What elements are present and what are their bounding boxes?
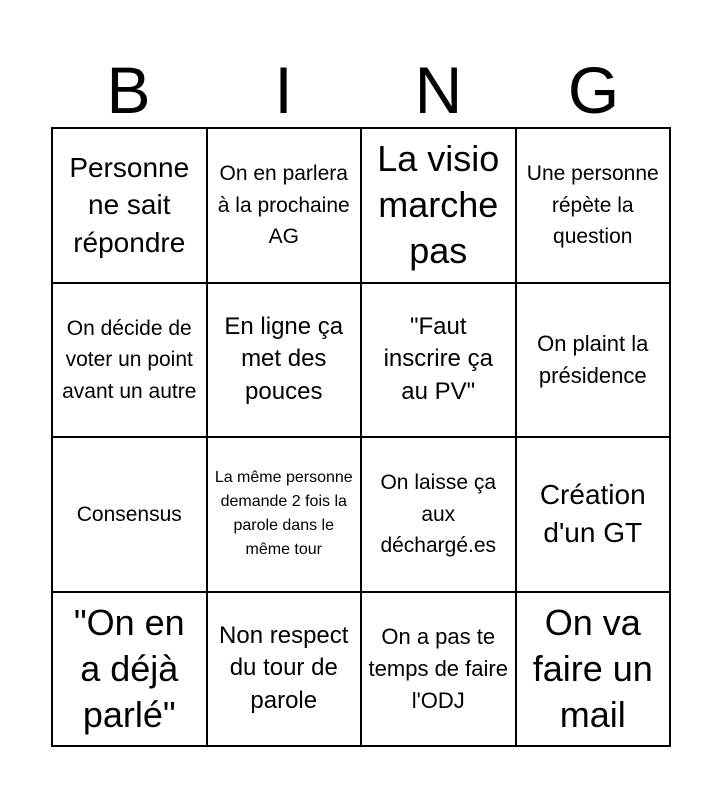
bingo-cell[interactable]: La même personne demande 2 fois la parole dans le même tour [208, 438, 363, 593]
bingo-cell[interactable]: Création d'un GT [517, 438, 672, 593]
header-letter-i: I [274, 53, 293, 127]
bingo-cell[interactable]: On laisse ça aux déchargé.es [362, 438, 517, 593]
bingo-cell[interactable]: On en parlera à la prochaine AG [208, 129, 363, 284]
bingo-cell[interactable]: "On en a déjà parlé" [53, 593, 208, 748]
bingo-cell[interactable]: En ligne ça met des pouces [208, 284, 363, 439]
header-letter-g: G [567, 53, 620, 127]
header-letter-n: N [414, 53, 463, 127]
bingo-header [51, 52, 671, 128]
bingo-cell[interactable]: Consensus [53, 438, 208, 593]
bingo-cell[interactable]: On va faire un mail [517, 593, 672, 748]
bingo-cell[interactable]: Une personne répète la question [517, 129, 672, 284]
bingo-cell[interactable]: On a pas te temps de faire l'ODJ [362, 593, 517, 748]
bingo-cell[interactable]: "Faut inscrire ça au PV" [362, 284, 517, 439]
bingo-cell[interactable]: On plaint la présidence [517, 284, 672, 439]
bingo-cell[interactable]: Non respect du tour de parole [208, 593, 363, 748]
bingo-cell[interactable]: On décide de voter un point avant un autre [53, 284, 208, 439]
bingo-cell[interactable]: La visio marche pas [362, 129, 517, 284]
bingo-board [51, 127, 671, 747]
bingo-cell[interactable]: Personne ne sait répondre [53, 129, 208, 284]
header-letter-b: B [106, 53, 151, 127]
